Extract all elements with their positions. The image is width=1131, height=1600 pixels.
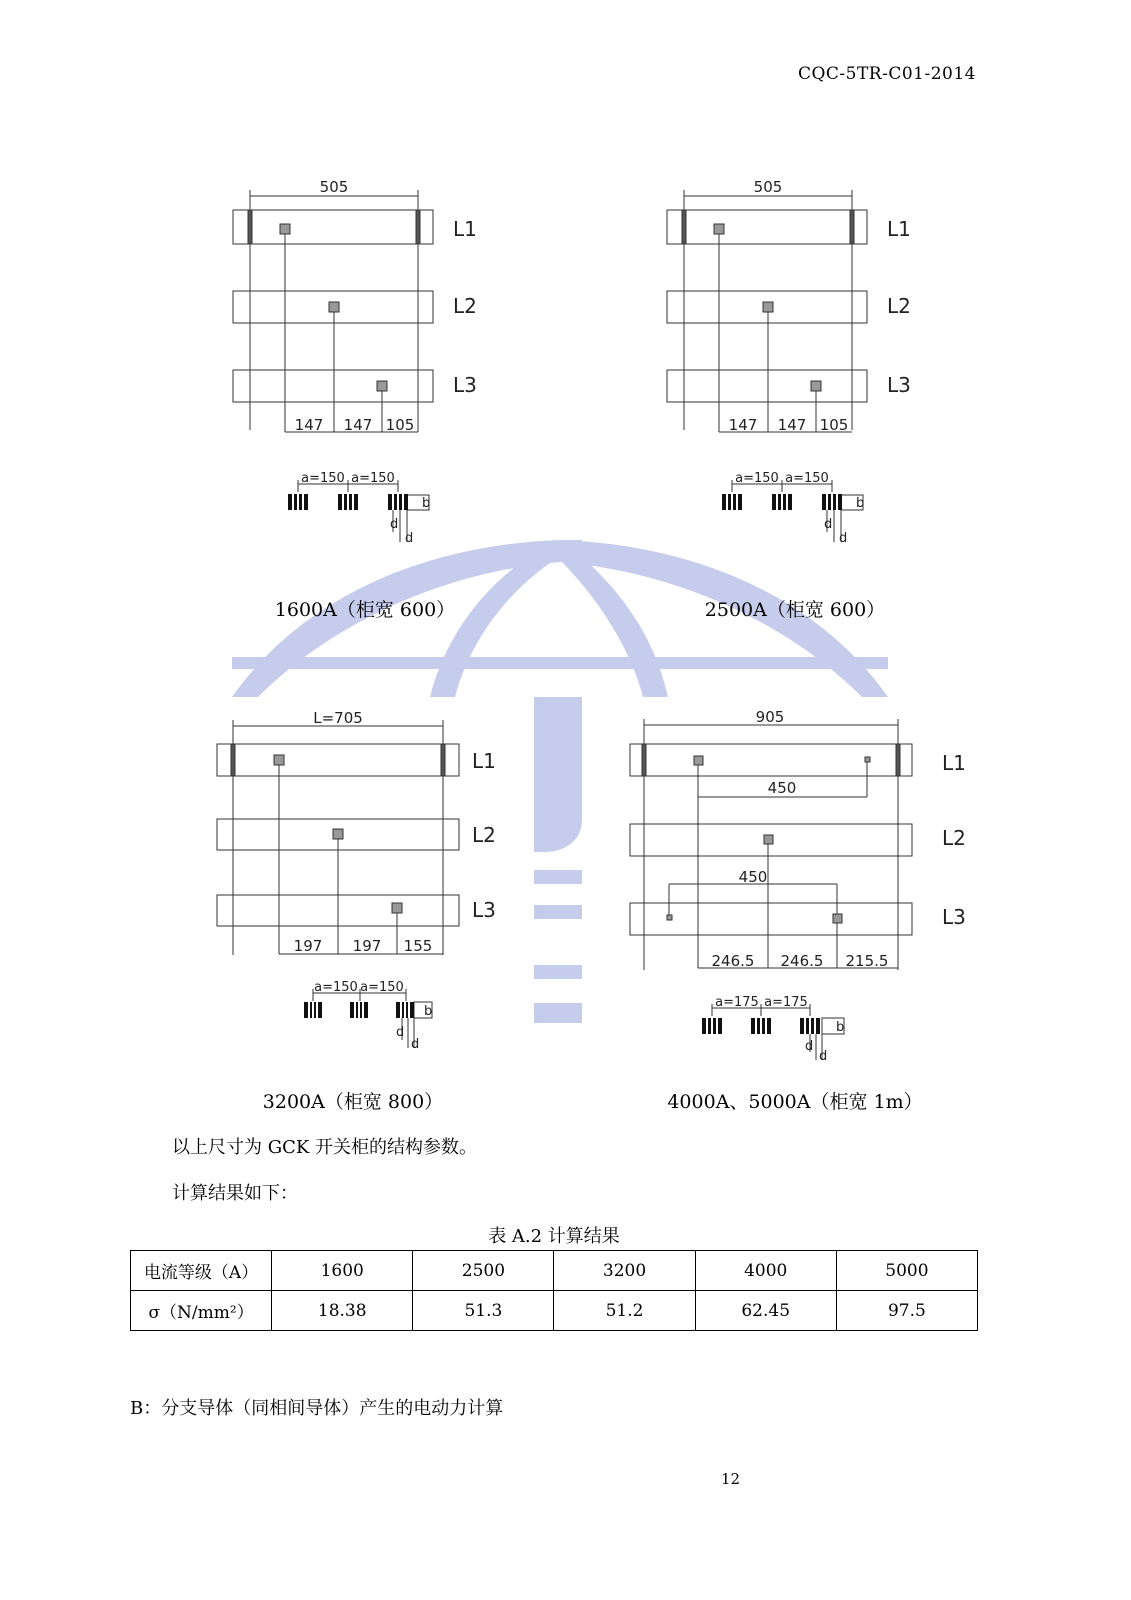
phase-label-l1: L1 [887, 217, 911, 241]
paragraph-structure-parameters: 以上尺寸为 GCK 开关柜的结构参数。 [172, 1137, 478, 1158]
busbar-diagram-4000a-5000a [610, 700, 990, 1065]
table-row [131, 1291, 978, 1331]
phase-label-l3: L3 [453, 373, 477, 397]
total-dimension: 505 [753, 178, 783, 196]
label-d-2: d [405, 531, 414, 546]
table-cell: 2500 [413, 1251, 554, 1291]
spacing-a-2: a=175 [764, 995, 808, 1010]
phase-label-l2: L2 [453, 294, 477, 318]
label-d-2: d [819, 1049, 828, 1064]
label-b: b [856, 496, 865, 511]
label-b: b [424, 1004, 433, 1019]
label-b: b [422, 496, 431, 511]
busbar-l1 [667, 210, 867, 244]
spacing-a-2: a=150 [351, 471, 395, 486]
bottom-dimension-3: 105 [819, 416, 849, 434]
conductor-l3 [811, 381, 821, 391]
conductor-l1 [714, 224, 724, 234]
bottom-dimension-3: 105 [385, 416, 415, 434]
results-table [130, 1250, 978, 1331]
conductor-l3 [392, 903, 402, 913]
busbar-diagram-3200a [200, 700, 510, 1060]
busbar-l3 [233, 370, 433, 402]
section-heading-b: B：分支导体（同相间导体）产生的电动力计算 [130, 1398, 504, 1419]
spacing-a-2: a=150 [360, 980, 404, 995]
label-d-1: d [805, 1039, 814, 1054]
bottom-dimension-1: 197 [293, 937, 323, 955]
conductor-l3-branch [667, 915, 672, 920]
table-cell: 18.38 [272, 1291, 413, 1331]
spacing-a-1: a=150 [301, 471, 345, 486]
page-number: 12 [720, 1470, 741, 1488]
bottom-dimension-2: 147 [343, 416, 373, 434]
spacing-a-1: a=150 [314, 980, 358, 995]
conductor-l1 [280, 224, 290, 234]
row-header-current: 电流等级（A） [131, 1251, 272, 1291]
busbar-l1 [217, 744, 459, 776]
phase-label-l1: L1 [472, 749, 496, 773]
total-dimension: 505 [319, 178, 349, 196]
caption-2500a: 2500A（柜宽 600） [704, 599, 886, 621]
paragraph-results-intro: 计算结果如下： [172, 1183, 298, 1204]
table-cell: 97.5 [836, 1291, 977, 1331]
total-dimension: L=705 [313, 709, 363, 727]
bottom-dimension-1: 246.5 [711, 952, 755, 970]
table-row [131, 1251, 978, 1291]
label-d-1: d [390, 517, 399, 532]
phase-label-l3: L3 [887, 373, 911, 397]
table-cell: 51.2 [554, 1291, 695, 1331]
caption-1600a: 1600A（柜宽 600） [274, 599, 456, 621]
bottom-dimension-1: 147 [294, 416, 324, 434]
table-cell: 51.3 [413, 1291, 554, 1331]
spacing-a-1: a=150 [735, 471, 779, 486]
bottom-dimension-3: 155 [403, 937, 433, 955]
label-d-2: d [411, 1037, 420, 1052]
label-d-1: d [824, 517, 833, 532]
conductor-l2 [764, 835, 773, 844]
phase-label-l1: L1 [942, 751, 966, 775]
phase-label-l1: L1 [453, 217, 477, 241]
table-cell: 62.45 [695, 1291, 836, 1331]
table-title: 表 A.2 计算结果 [488, 1226, 620, 1247]
document-id: CQC-5TR-C01-2014 [797, 64, 976, 84]
bottom-dimension-2: 147 [777, 416, 807, 434]
busbar-diagram-2500a [634, 170, 944, 560]
bottom-dimension-3: 215.5 [845, 952, 889, 970]
row-header-stress: σ（N/mm²） [131, 1291, 272, 1331]
phase-label-l2: L2 [942, 826, 966, 850]
spacing-a-1: a=175 [715, 995, 759, 1010]
conductor-l2 [333, 829, 343, 839]
conductor-l1-main [694, 756, 703, 765]
caption-4000a-5000a: 4000A、5000A（柜宽 1m） [667, 1091, 923, 1113]
spacing-a-2: a=150 [785, 471, 829, 486]
label-b: b [836, 1020, 845, 1035]
busbar-l1 [233, 210, 433, 244]
table-cell: 4000 [695, 1251, 836, 1291]
table-cell: 3200 [554, 1251, 695, 1291]
table-cell: 5000 [836, 1251, 977, 1291]
bottom-dimension-1: 147 [728, 416, 758, 434]
conductor-l1 [274, 755, 284, 765]
conductor-l3-main [833, 914, 842, 923]
phase-label-l2: L2 [887, 294, 911, 318]
label-d-1: d [396, 1025, 405, 1040]
caption-3200a: 3200A（柜宽 800） [262, 1091, 444, 1113]
label-d-2: d [839, 531, 848, 546]
conductor-l2 [763, 302, 773, 312]
inner-dimension-l1: 450 [767, 779, 797, 797]
conductor-l2 [329, 302, 339, 312]
inner-dimension-l3: 450 [738, 868, 768, 886]
total-dimension: 905 [755, 708, 785, 726]
busbar-l3 [667, 370, 867, 402]
phase-label-l3: L3 [942, 905, 966, 929]
bottom-dimension-2: 246.5 [780, 952, 824, 970]
phase-label-l2: L2 [472, 823, 496, 847]
phase-label-l3: L3 [472, 898, 496, 922]
table-cell: 1600 [272, 1251, 413, 1291]
busbar-diagram-1600a [200, 170, 510, 560]
bottom-dimension-2: 197 [352, 937, 382, 955]
conductor-l3 [377, 381, 387, 391]
conductor-l1-branch [865, 757, 870, 762]
